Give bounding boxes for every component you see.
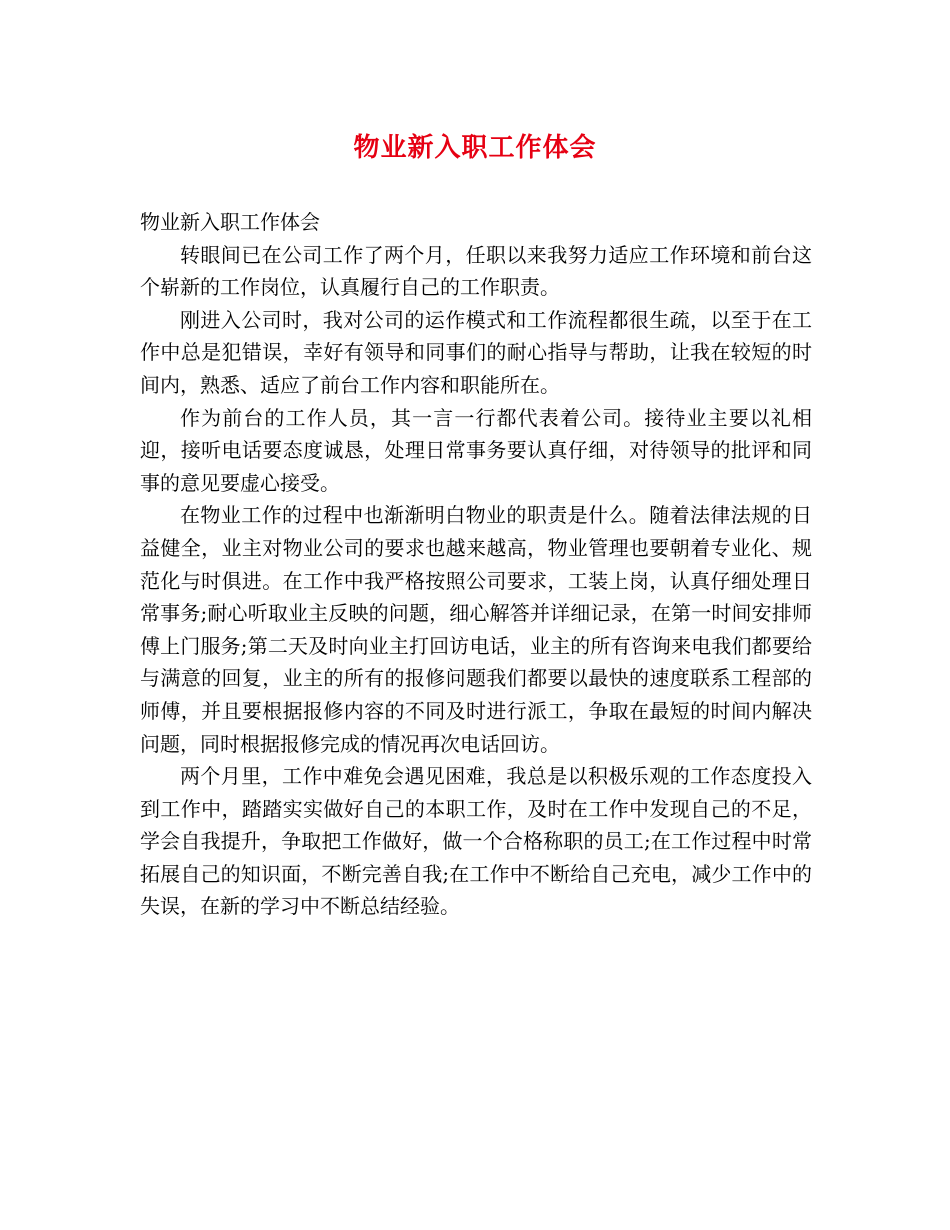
paragraph: 在物业工作的过程中也渐渐明白物业的职责是什么。随着法律法规的日益健全，业主对物业公司的要求也越来越高，物业管理也要朝着专业化、规范化与时俱进。在工作中我严格按照公司要求，工装上岗，认真仔细处理日常事务;耐心听取业主反映的问题，细心解答并详细记录，在第一时间安排师傅上门服务;第二天及时向业主打回访电话，业主的所有咨询来电我们都要给与满意的回复，业主的所有的报修问题我们都要以最快的速度联系工程部的师傅，并且要根据报修内容的不同及时进行派工，争取在最短的时间内解决问题，同时根据报修完成的情况再次电话回访。	[140, 503, 812, 756]
paragraph: 刚进入公司时，我对公司的运作模式和工作流程都很生疏，以至于在工作中总是犯错误，幸好有领导和同事们的耐心指导与帮助，让我在较短的时间内，熟悉、适应了前台工作内容和职能所在。	[140, 307, 812, 397]
document-subtitle: 物业新入职工作体会	[140, 210, 320, 234]
document-body	[140, 206, 812, 923]
document-title: 物业新入职工作体会	[353, 133, 597, 163]
paragraph: 作为前台的工作人员，其一言一行都代表着公司。接待业主要以礼相迎，接听电话要态度诚恳，处理日常事务要认真仔细，对待领导的批评和同事的意见要虚心接受。	[140, 405, 812, 495]
paragraph: 转眼间已在公司工作了两个月，任职以来我努力适应工作环境和前台这个崭新的工作岗位，认真履行自己的工作职责。	[140, 242, 812, 300]
paragraph: 两个月里，工作中难免会遇见困难，我总是以积极乐观的工作态度投入到工作中，踏踏实实做好自己的本职工作，及时在工作中发现自己的不足，学会自我提升，争取把工作做好，做一个合格称职的员工;在工作过程中时常拓展自己的知识面，不断完善自我;在工作中不断给自己充电，减少工作中的失误，在新的学习中不断总结经验。	[140, 764, 812, 919]
